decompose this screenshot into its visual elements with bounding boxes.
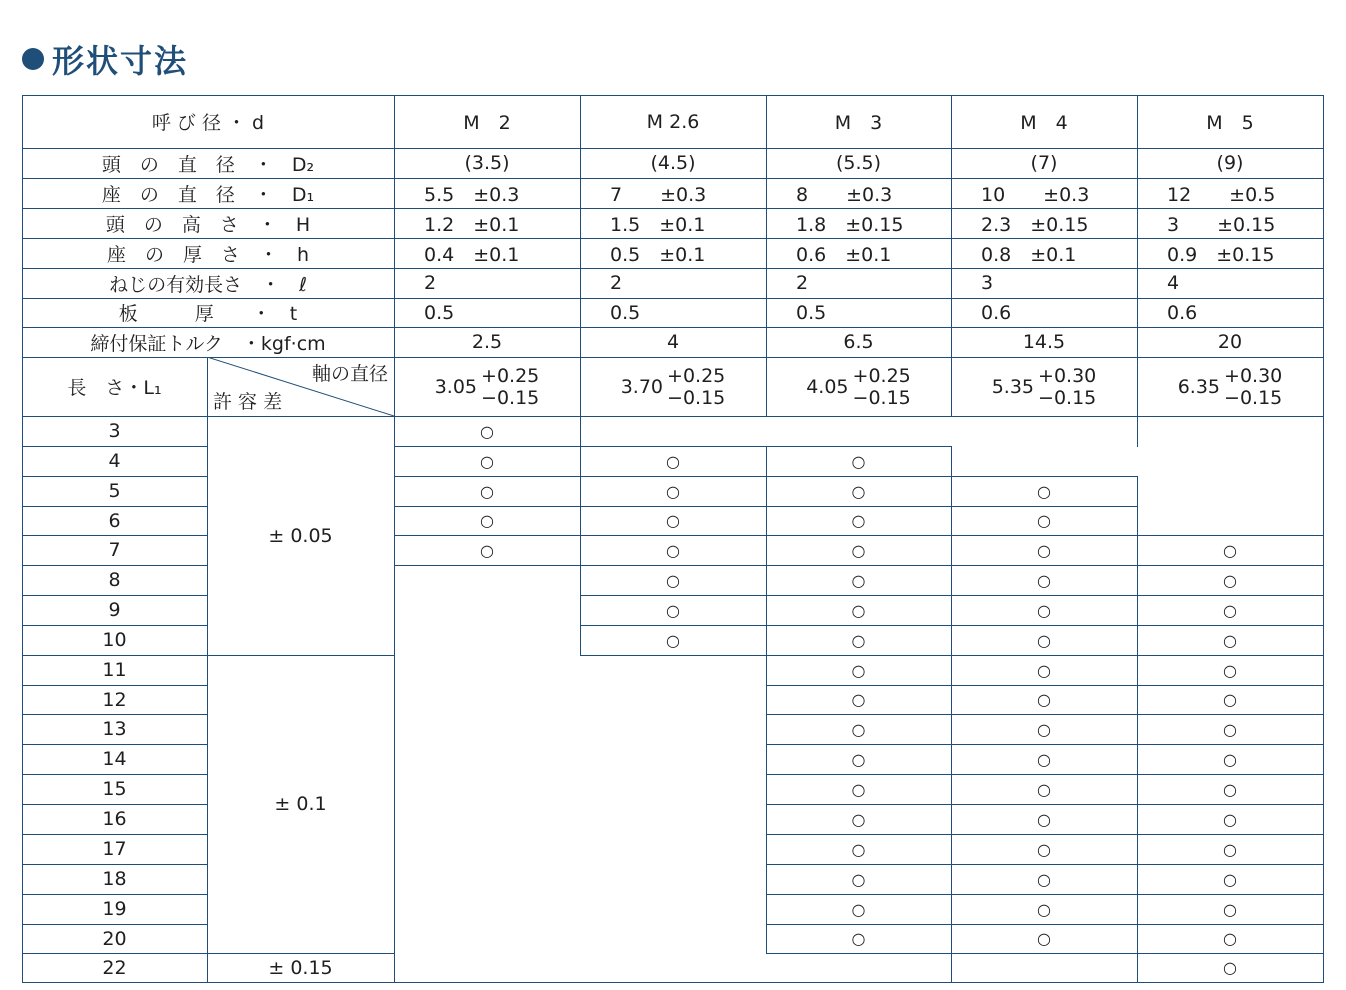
upper-tolerance: +0.25 <box>481 364 540 387</box>
spec-value: (9) <box>1216 152 1244 174</box>
mark-column-line <box>1137 744 1138 775</box>
mark-column-line <box>951 565 952 596</box>
availability-mark: ○ <box>666 511 680 530</box>
length-value: 11 <box>102 659 127 681</box>
availability-mark: ○ <box>480 451 494 471</box>
length-label: 長 さ・L₁ <box>67 377 162 399</box>
availability-mark: ○ <box>1037 779 1051 799</box>
spec-value: (4.5) <box>650 152 696 174</box>
section-title <box>22 36 188 82</box>
availability-mark: ○ <box>1037 540 1051 560</box>
availability-mark: ○ <box>851 749 866 769</box>
availability-mark: ○ <box>1037 570 1051 590</box>
spec-value: 0.4 ±0.1 <box>424 243 520 266</box>
availability-mark: ○ <box>1223 839 1237 859</box>
mark-row-line <box>766 953 1137 954</box>
mark-column-line <box>1137 834 1138 865</box>
spec-label: 頭 の 高 さ ・ H <box>105 213 311 236</box>
length-value: 16 <box>102 808 127 830</box>
availability-mark: ○ <box>1037 809 1051 829</box>
length-value: 10 <box>102 629 127 651</box>
spec-value: 1.5 ±0.1 <box>610 213 706 236</box>
availability-mark: ○ <box>1223 719 1237 739</box>
availability-mark: ○ <box>1223 809 1237 829</box>
mark-column-line <box>951 685 952 715</box>
shaft-diameter-value <box>766 357 951 416</box>
shaft-base: 4.05 <box>806 375 849 398</box>
length-value: 7 <box>108 539 121 561</box>
length-value: 4 <box>108 450 121 472</box>
mark-column-line <box>1137 506 1138 536</box>
mark-column-line <box>1137 714 1138 745</box>
spec-value: 0.9 ±0.15 <box>1167 243 1275 266</box>
mark-column-line <box>1137 953 1138 983</box>
spec-value: 0.6 <box>1167 301 1198 324</box>
mark-column-line <box>766 774 767 805</box>
mark-column-line <box>766 625 767 656</box>
availability-mark: ○ <box>851 899 866 919</box>
availability-mark: ○ <box>1223 600 1237 620</box>
availability-mark: ○ <box>1223 630 1237 650</box>
shaft-tolerance <box>1038 365 1096 409</box>
availability-mark: ○ <box>480 511 494 530</box>
lower-tolerance: −0.15 <box>1224 386 1283 409</box>
mark-column-line <box>951 714 952 745</box>
mark-row-line <box>394 565 580 566</box>
tolerance-label: 許 容 差 <box>213 390 283 413</box>
spec-value: 20 <box>1217 331 1243 353</box>
mark-column-line <box>1137 595 1138 626</box>
spec-value: 1.8 ±0.15 <box>796 213 904 236</box>
mark-column-line <box>951 834 952 865</box>
availability-mark: ○ <box>1223 540 1237 560</box>
spec-value: (7) <box>1030 152 1058 174</box>
shaft-tolerance <box>853 365 911 409</box>
mark-column-line <box>951 924 952 954</box>
availability-mark: ○ <box>851 570 866 590</box>
availability-mark: ○ <box>1037 630 1051 650</box>
spec-label: 頭 の 直 径 ・ D₂ <box>101 153 315 176</box>
mark-column-line <box>951 744 952 775</box>
spec-value: (5.5) <box>835 152 882 174</box>
shaft-base: 3.05 <box>434 375 478 398</box>
spec-label: 板 厚 ・ t <box>118 303 298 325</box>
mark-column-line <box>1137 774 1138 805</box>
spec-value: 0.6 ±0.1 <box>796 243 892 266</box>
mark-area-left <box>394 416 395 982</box>
upper-tolerance: +0.30 <box>1038 364 1097 387</box>
mark-column-line <box>580 535 581 566</box>
spec-label: 座 の 直 径 ・ D₁ <box>101 183 315 206</box>
shaft-tolerance <box>667 365 725 409</box>
availability-mark: ○ <box>851 779 866 799</box>
mark-column-line <box>766 894 767 925</box>
mark-column-line <box>580 625 581 656</box>
availability-mark: ○ <box>851 929 866 948</box>
availability-mark: ○ <box>666 481 680 501</box>
spec-label: 締付保証トルク ・kgf·cm <box>90 332 326 355</box>
availability-mark: ○ <box>1037 660 1051 680</box>
spec-value: 2 <box>610 272 623 294</box>
length-value: 18 <box>102 868 127 890</box>
mark-column-line <box>580 446 581 477</box>
upper-tolerance: +0.30 <box>1224 364 1283 387</box>
bullet-icon <box>22 48 44 70</box>
spec-value: 3 ±0.15 <box>1167 213 1276 236</box>
lower-tolerance: −0.15 <box>1038 386 1097 409</box>
availability-mark: ○ <box>1037 511 1051 530</box>
spec-value: 2 <box>424 272 437 294</box>
spec-value: 8 ±0.3 <box>796 183 893 206</box>
mark-column-line <box>1137 804 1138 835</box>
spec-label: ねじの有効長さ ・ ℓ <box>109 273 307 296</box>
availability-mark: ○ <box>1223 929 1237 948</box>
mark-column-line <box>1137 416 1138 447</box>
tolerance-value: ± 0.1 <box>274 793 327 815</box>
shaft-base: 6.35 <box>1177 375 1221 398</box>
mark-column-line <box>951 595 952 626</box>
shaft-base: 5.35 <box>991 375 1035 398</box>
mark-column-line <box>951 655 952 686</box>
size-header-4: M 4 <box>1020 112 1068 134</box>
lower-tolerance: −0.15 <box>852 386 911 409</box>
mark-column-line <box>1137 625 1138 656</box>
length-value: 22 <box>102 956 127 979</box>
availability-mark: ○ <box>1037 749 1051 769</box>
spec-value: 12 ±0.5 <box>1167 183 1276 206</box>
availability-mark: ○ <box>851 630 866 650</box>
length-value: 20 <box>102 927 127 950</box>
tolerance-value: ± 0.05 <box>268 524 333 547</box>
length-value: 14 <box>102 748 127 770</box>
mark-row-line <box>580 655 766 656</box>
length-value: 19 <box>102 898 127 920</box>
lower-tolerance: −0.15 <box>667 386 726 409</box>
shaft-diameter-value <box>1137 357 1323 416</box>
spec-value: 2 <box>796 272 809 294</box>
availability-mark: ○ <box>666 570 680 590</box>
length-value: 9 <box>108 599 121 621</box>
mark-column-line <box>766 535 767 566</box>
availability-mark: ○ <box>666 451 680 471</box>
availability-mark: ○ <box>851 451 866 471</box>
availability-mark: ○ <box>1037 899 1051 919</box>
availability-mark: ○ <box>1223 660 1237 680</box>
mark-column-line <box>1137 924 1138 954</box>
availability-mark: ○ <box>480 540 494 560</box>
availability-mark: ○ <box>1037 839 1051 859</box>
mark-column-line <box>766 655 767 686</box>
availability-mark: ○ <box>1037 600 1051 620</box>
mark-column-line <box>1137 685 1138 715</box>
availability-mark: ○ <box>480 481 494 501</box>
availability-mark: ○ <box>1037 481 1051 501</box>
availability-mark: ○ <box>1037 690 1051 709</box>
spec-value: (3.5) <box>464 152 510 174</box>
mark-column-line <box>1137 476 1138 507</box>
shaft-diameter-value <box>951 357 1137 416</box>
length-value: 12 <box>102 688 127 711</box>
availability-mark: ○ <box>1223 749 1237 769</box>
spec-value: 0.5 <box>610 301 641 324</box>
availability-mark: ○ <box>851 511 866 530</box>
length-value: 3 <box>108 420 121 442</box>
availability-mark: ○ <box>851 660 866 680</box>
availability-mark: ○ <box>1223 958 1237 977</box>
mark-column-line <box>1137 535 1138 566</box>
mark-column-line <box>951 804 952 835</box>
spec-value: 14.5 <box>1022 331 1066 353</box>
availability-mark: ○ <box>851 600 866 620</box>
availability-mark: ○ <box>851 839 866 859</box>
spec-value: 4 <box>1167 272 1180 294</box>
section-title-text: 形状寸法 <box>52 42 189 80</box>
availability-mark: ○ <box>666 600 680 620</box>
size-header-3: M 3 <box>834 112 883 134</box>
mark-column-line <box>766 685 767 715</box>
shaft-diameter-label: 軸の直径 <box>311 362 388 385</box>
mark-column-line <box>766 595 767 626</box>
mark-column-line <box>766 714 767 745</box>
length-value: 15 <box>102 778 127 800</box>
mark-column-line <box>951 625 952 656</box>
availability-mark: ○ <box>1037 719 1051 739</box>
spec-value: 2.5 <box>471 331 503 353</box>
mark-column-line <box>1137 864 1138 895</box>
frame-bottom <box>22 982 1323 983</box>
size-header-5: M 5 <box>1206 112 1254 134</box>
availability-mark: ○ <box>1037 869 1051 889</box>
mark-column-line <box>766 565 767 596</box>
mark-column-line <box>580 595 581 626</box>
availability-mark: ○ <box>666 540 680 560</box>
size-header-1: M 2 <box>463 112 511 134</box>
availability-mark: ○ <box>666 630 680 650</box>
mark-column-line <box>951 446 952 477</box>
spec-value: 0.5 <box>796 301 827 324</box>
length-value: 17 <box>102 838 127 860</box>
shaft-tolerance <box>481 365 539 409</box>
availability-mark: ○ <box>851 481 866 501</box>
availability-mark: ○ <box>851 809 866 829</box>
spec-value: 0.6 <box>981 301 1012 324</box>
mark-column-line <box>580 476 581 507</box>
spec-value: 3 <box>981 272 994 294</box>
mark-column-line <box>580 506 581 536</box>
lower-tolerance: −0.15 <box>481 386 540 409</box>
mark-column-line <box>1137 565 1138 596</box>
spec-value: 0.8 ±0.1 <box>981 243 1077 266</box>
mark-column-line <box>580 565 581 596</box>
availability-mark: ○ <box>1223 570 1237 590</box>
mark-column-line <box>951 953 952 983</box>
tolerance-value: ± 0.15 <box>268 956 333 979</box>
mark-column-line <box>766 446 767 477</box>
spec-value: 1.2 ±0.1 <box>424 213 520 236</box>
mark-column-line <box>1137 655 1138 686</box>
mark-column-line <box>766 834 767 865</box>
mark-column-line <box>951 535 952 566</box>
mark-column-line <box>951 774 952 805</box>
length-value: 8 <box>108 569 121 591</box>
availability-mark: ○ <box>851 690 866 709</box>
upper-tolerance: +0.25 <box>667 364 726 387</box>
mark-column-line <box>766 924 767 954</box>
availability-mark: ○ <box>1223 869 1237 889</box>
availability-mark: ○ <box>851 540 866 560</box>
mark-column-line <box>1137 894 1138 925</box>
availability-mark: ○ <box>1037 929 1051 948</box>
frame-right <box>1323 95 1324 983</box>
mark-column-line <box>580 416 581 447</box>
mark-column-line <box>766 864 767 895</box>
mark-column-line <box>951 894 952 925</box>
mark-column-line <box>766 804 767 835</box>
availability-mark: ○ <box>851 719 866 739</box>
length-value: 13 <box>102 718 127 740</box>
spec-value: 2.3 ±0.15 <box>981 213 1089 236</box>
length-value: 6 <box>108 509 121 532</box>
mark-column-line <box>766 744 767 775</box>
spec-value: 6.5 <box>843 331 874 353</box>
availability-mark: ○ <box>1223 690 1237 709</box>
mark-column-line <box>766 506 767 536</box>
shaft-diameter-value <box>580 357 766 416</box>
spec-value: 10 ±0.3 <box>981 183 1090 206</box>
shaft-base: 3.70 <box>620 375 664 398</box>
upper-tolerance: +0.25 <box>852 364 911 387</box>
nominal-diameter-label: 呼 び 径 ・ d <box>151 112 265 134</box>
spec-value: 0.5 <box>424 301 455 324</box>
spec-value: 4 <box>666 331 680 353</box>
shaft-diameter-value <box>394 357 580 416</box>
spec-label: 座 の 厚 さ ・ h <box>106 243 310 266</box>
spec-value: 0.5 ±0.1 <box>610 243 706 266</box>
spec-value: 7 ±0.3 <box>610 183 707 206</box>
shaft-tolerance <box>1224 365 1282 409</box>
mark-column-line <box>951 476 952 507</box>
availability-mark: ○ <box>851 869 866 889</box>
mark-column-line <box>951 506 952 536</box>
availability-mark: ○ <box>1223 899 1237 919</box>
length-value: 5 <box>108 480 121 502</box>
availability-mark: ○ <box>480 421 494 441</box>
size-header-2: M 2.6 <box>646 110 700 133</box>
mark-column-line <box>951 864 952 895</box>
availability-mark: ○ <box>1223 779 1237 799</box>
mark-column-line <box>766 476 767 507</box>
spec-value: 5.5 ±0.3 <box>424 183 520 206</box>
